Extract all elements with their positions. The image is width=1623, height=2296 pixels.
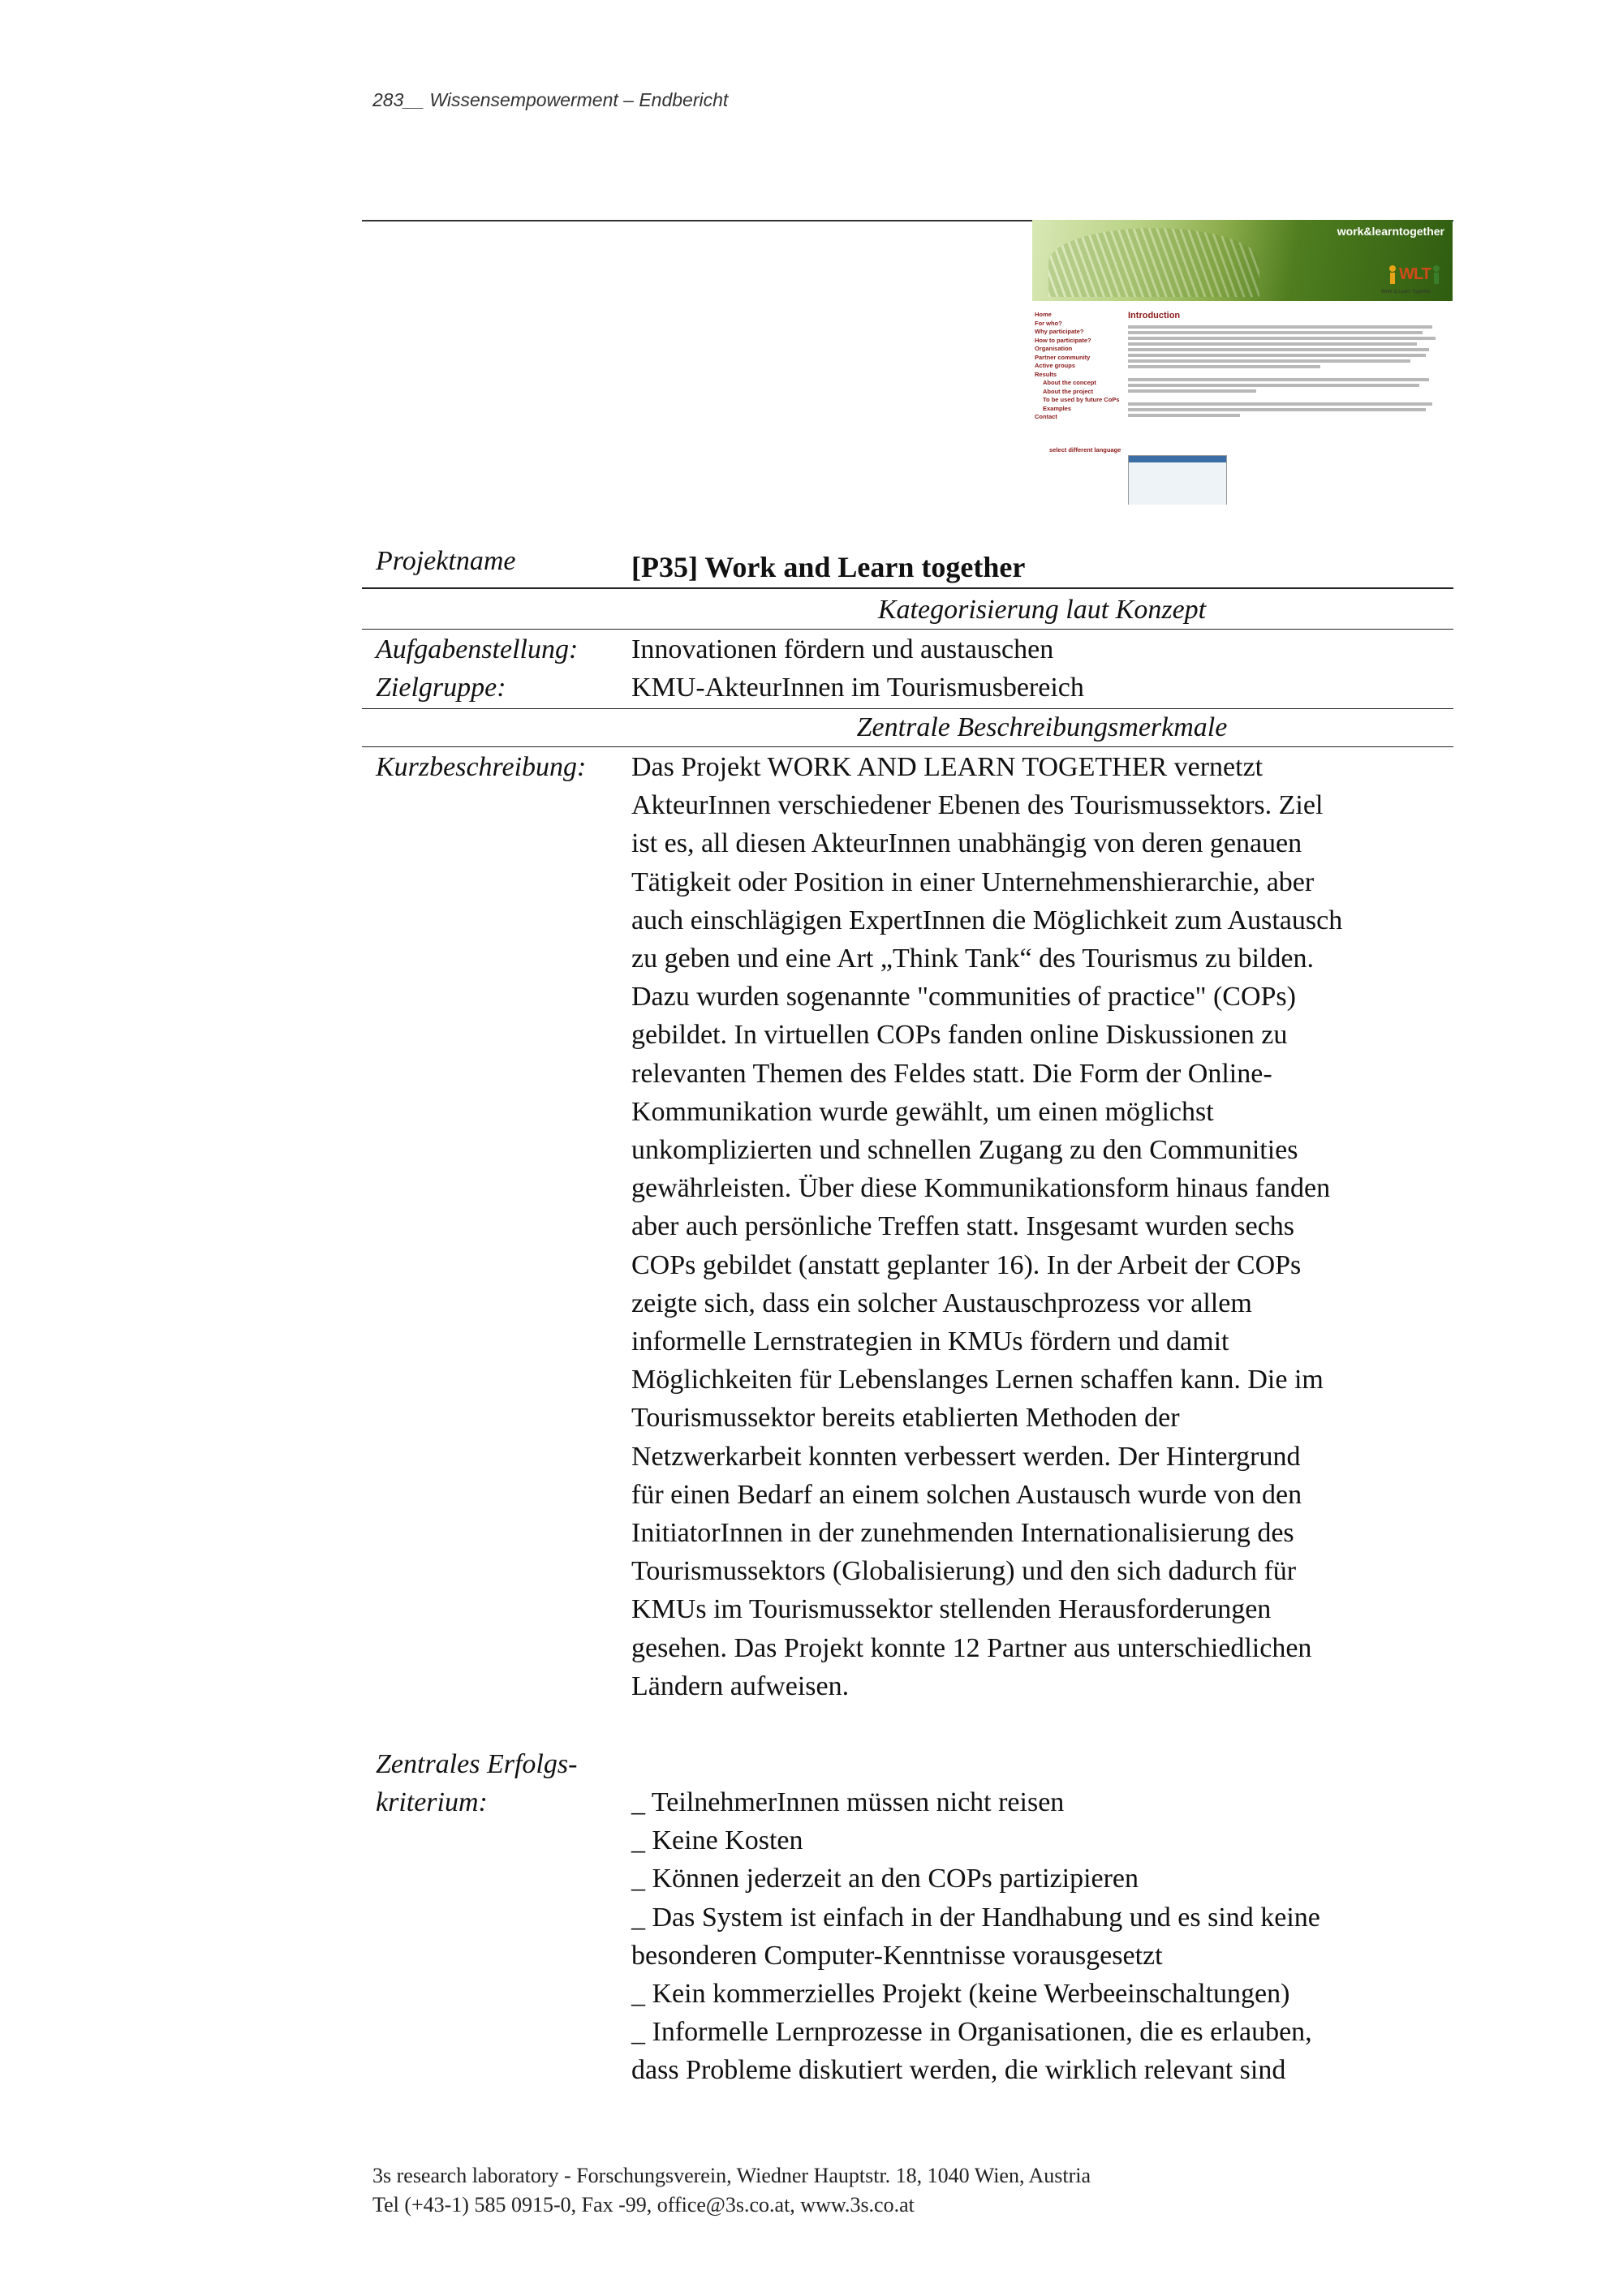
text-line: KMUs im Tourismussektor stellenden Herausforderungen: [631, 1594, 1272, 1625]
thumb-nav-subitem: About the project: [1043, 387, 1094, 395]
list-item: _ Kein kommerzielles Projekt (keine Werbeeinschaltungen): [631, 1979, 1290, 2010]
list-item: _ Informelle Lernprozesse in Organisationen, die es erlauben,: [631, 2017, 1312, 2048]
thumbnail-nav: [1035, 311, 1121, 454]
text-line: gesehen. Das Projekt konnte 12 Partner aus unterschiedlichen: [631, 1632, 1312, 1663]
erfolgskriterium-list: [631, 1783, 1451, 2090]
text-line: Dazu wurden sogenannte "communities of practice" (COPs): [631, 982, 1296, 1013]
text-line: Kommunikation wurde gewählt, um einen möglichst: [631, 1096, 1214, 1127]
thumb-nav-item: Active groups: [1035, 362, 1076, 369]
text-line: ist es, all diesen AkteurInnen unabhängig von deren genauen: [631, 828, 1302, 859]
text-line: informelle Lernstrategien in KMUs fördern und damit: [631, 1326, 1229, 1357]
text-line: Das Projekt WORK AND LEARN TOGETHER vernetzt: [631, 752, 1264, 782]
text-line: aber auch persönliche Treffen statt. Insgesamt wurden sechs: [631, 1211, 1295, 1242]
logo-text: WLT: [1399, 265, 1431, 283]
divider: [362, 629, 1453, 630]
text-line: Netzwerkarbeit konnten verbessert werden. Der Hintergrund: [631, 1441, 1301, 1472]
list-item: _ Können jederzeit an den COPs partizipieren: [631, 1864, 1139, 1894]
divider: [362, 587, 1453, 589]
list-item: _ Das System ist einfach in der Handhabung und es sind keine: [631, 1902, 1320, 1933]
thumbnail-site-title: work&learntogether: [1337, 225, 1444, 238]
text-line: Ländern aufweisen.: [631, 1670, 850, 1701]
thumb-nav-subitem: To be used by future CoPs: [1043, 396, 1120, 403]
text-line: COPs gebildet (anstatt geplanter 16). In der Arbeit der COPs: [631, 1249, 1302, 1280]
text-line: gewährleisten. Über diese Kommunikationsform hinaus fanden: [631, 1173, 1331, 1204]
thumb-nav-subitem: Examples: [1043, 404, 1072, 412]
text-line: gebildet. In virtuellen COPs fanden online Diskussionen zu: [631, 1020, 1288, 1051]
project-title: [P35] Work and Learn together: [631, 551, 1026, 583]
list-item: besonderen Computer-Kenntnisse vorausgesetzt: [631, 1940, 1163, 1971]
text-line: Möglichkeiten für Lebenslanges Lernen schaffen kann. Die im: [631, 1365, 1324, 1395]
thumb-nav-item: Home: [1035, 311, 1052, 318]
label-erfolgskriterium-2: kriterium:: [376, 1787, 488, 1817]
footer-contact: Tel (+43-1) 585 0915-0, Fax -99, office@3s.co.at, www.3s.co.at: [372, 2193, 915, 2216]
value-zielgruppe: KMU-AkteurInnen im Tourismusbereich: [631, 673, 1084, 703]
label-projektname: Projektname: [376, 546, 516, 576]
section-heading-beschreibung: Zentrale Beschreibungsmerkmale: [856, 712, 1228, 742]
text-line: InitiatorInnen in der zunehmenden Internationalisierung des: [631, 1518, 1294, 1549]
thumb-nav-subitem: About the concept: [1043, 379, 1096, 386]
thumbnail-banner: [1032, 220, 1453, 301]
thumbnail-content: [1128, 311, 1449, 419]
label-erfolgskriterium-1: Zentrales Erfolgs-: [376, 1749, 578, 1779]
thumbnail-inner-screenshot: [1128, 455, 1227, 505]
list-item: dass Probleme diskutiert werden, die wirklich relevant sind: [631, 2055, 1286, 2086]
grass-image: [1048, 228, 1259, 297]
text-line: zeigte sich, dass ein solcher Austauschprozess vor allem: [631, 1288, 1252, 1318]
text-line: AkteurInnen verschiedener Ebenen des Tourismussektors. Ziel: [631, 790, 1324, 821]
text-line: zu geben und eine Art „Think Tank“ des Tourismus zu bilden.: [631, 944, 1314, 974]
wlt-logo: [1381, 262, 1446, 295]
page-footer: [372, 2161, 1091, 2220]
text-line: Tourismussektor bereits etablierten Methoden der: [631, 1403, 1180, 1434]
text-line: für einen Bedarf an einem solchen Austausch wurde von den: [631, 1479, 1302, 1510]
thumb-nav-item: Organisation: [1035, 345, 1073, 352]
footer-address: 3s research laboratory - Forschungsverein, Wiedner Hauptstr. 18, 1040 Wien, Austria: [372, 2164, 1091, 2187]
label-zielgruppe: Zielgruppe:: [376, 673, 506, 703]
list-item: _ Keine Kosten: [631, 1825, 803, 1856]
text-line: unkomplizierten und schnellen Zugang zu den Communities: [631, 1135, 1298, 1166]
text-line: Tourismussektors (Globalisierung) und den sich dadurch für: [631, 1556, 1297, 1587]
label-kurzbeschreibung: Kurzbeschreibung:: [376, 752, 587, 782]
section-heading-kategorisierung: Kategorisierung laut Konzept: [877, 595, 1207, 625]
text-line: Tätigkeit oder Position in einer Unternehmenshierarchie, aber: [631, 866, 1315, 897]
thumb-nav-item: Results: [1035, 370, 1057, 378]
running-header: 283__ Wissensempowerment – Endbericht: [372, 89, 729, 110]
value-aufgabenstellung: Innovationen fördern und austauschen: [631, 634, 1054, 664]
thumbnail-heading: Introduction: [1128, 311, 1181, 320]
thumb-nav-item: For who?: [1035, 319, 1062, 327]
label-aufgabenstellung: Aufgabenstellung:: [376, 634, 579, 664]
text-line: relevanten Themen des Feldes statt. Die Form der Online-: [631, 1058, 1272, 1089]
thumb-nav-language: select different language: [1049, 445, 1121, 454]
thumb-nav-item: Why participate?: [1035, 328, 1084, 335]
project-website-thumbnail: [1032, 220, 1453, 505]
text-line: auch einschlägigen ExpertInnen die Möglichkeit zum Austausch: [631, 905, 1343, 935]
thumb-nav-item: Partner community: [1035, 353, 1091, 361]
thumb-nav-item: How to participate?: [1035, 336, 1091, 344]
thumb-nav-item: Contact: [1035, 413, 1057, 420]
logo-subtitle: Work & Learn Together: [1381, 290, 1431, 295]
divider: [362, 746, 1453, 747]
kurzbeschreibung-text: [631, 748, 1451, 1705]
list-item: _ TeilnehmerInnen müssen nicht reisen: [631, 1787, 1065, 1817]
